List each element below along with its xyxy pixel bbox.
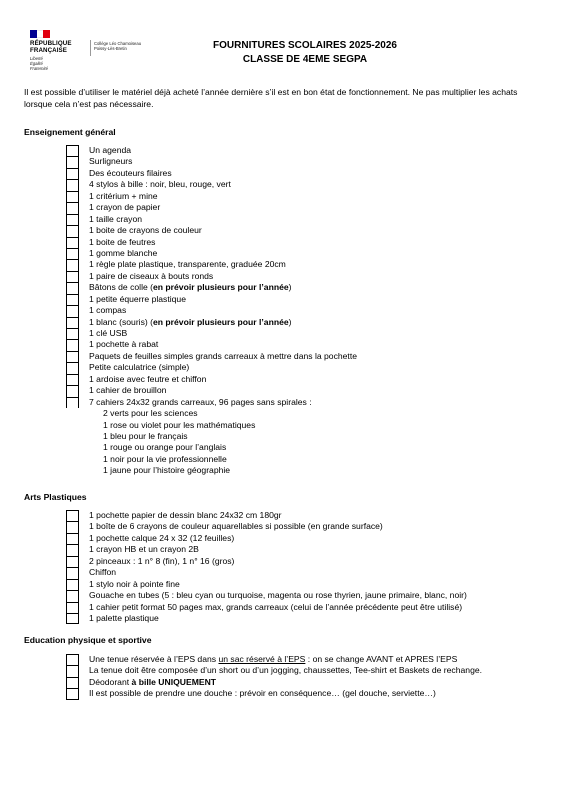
checkbox[interactable] <box>66 317 79 328</box>
checkbox[interactable] <box>66 397 79 408</box>
college-line-1: Collège Léo Chamoiseau <box>94 41 142 46</box>
item-label: 1 boite de crayons de couleur <box>89 225 202 236</box>
checkbox[interactable] <box>66 590 79 601</box>
checkbox[interactable] <box>66 351 79 362</box>
flag-icon <box>30 30 50 38</box>
item-label: La tenue doit être composée d’un short ou d’un jogging, chaussettes, Tee-shirt et Baskets de rechange. <box>89 665 483 676</box>
college-name <box>94 41 141 51</box>
item-text: ) <box>288 282 292 293</box>
item-label: Petite calculatrice (simple) <box>89 362 190 373</box>
checkbox[interactable] <box>66 145 79 156</box>
item-label: 1 stylo noir à pointe fine <box>89 578 180 589</box>
item-label: 1 boite de feutres <box>89 236 156 247</box>
item-text: : on se change AVANT et APRES l’EPS <box>305 654 458 664</box>
item-label: Surligneurs <box>89 156 133 167</box>
checkbox[interactable] <box>66 328 79 339</box>
checkbox[interactable] <box>66 271 79 282</box>
checkbox[interactable] <box>66 168 79 179</box>
logo-text: RÉPUBLIQUE FRANÇAISE <box>30 40 72 54</box>
item-label: 1 cahier petit format 50 pages max, grands carreaux (celui de l’année précédente peut être utilisé) <box>89 601 463 612</box>
checkbox[interactable] <box>66 156 79 167</box>
checkbox[interactable] <box>66 179 79 190</box>
item-text: 1 blanc (souris) ( <box>89 316 153 327</box>
checkbox[interactable] <box>66 677 79 688</box>
subitem-label: 2 verts pour les sciences <box>103 408 198 419</box>
subitem-label: 1 rouge ou orange pour l’anglais <box>103 442 227 453</box>
checkbox[interactable] <box>66 567 79 578</box>
item-label: 1 crayon de papier <box>89 202 161 213</box>
item-label: Paquets de feuilles simples grands carreaux à mettre dans la pochette <box>89 350 357 361</box>
item-label: 1 boîte de 6 crayons de couleur aquarellables si possible (en grande surface) <box>89 521 383 532</box>
item-label: 1 crayon HB et un crayon 2B <box>89 544 199 555</box>
item-underline: un sac réservé à l’EPS <box>218 654 306 664</box>
subitem-label: 1 bleu pour le français <box>103 430 188 441</box>
section-title-eps: Education physique et sportive <box>24 635 152 645</box>
checkbox[interactable] <box>66 613 79 624</box>
item-label: 1 clé USB <box>89 328 128 338</box>
item-label: 1 cahier de brouillon <box>89 385 167 396</box>
item-label: 1 pochette papier de dessin blanc 24x32 cm 180gr <box>89 510 282 520</box>
item-label: 1 ardoise avec feutre et chiffon <box>89 373 207 384</box>
checkbox[interactable] <box>66 385 79 396</box>
item-label: 1 gomme blanche <box>89 247 158 258</box>
item-emphasis: en prévoir plusieurs pour l’année <box>153 316 289 327</box>
item-label <box>89 654 457 665</box>
intro-paragraph: Il est possible d’utiliser le matériel déjà acheté l’année dernière s’il est en bon état de fonctionnement. Ne pas multiplier les achats lorsque cela n’est pas nécessaire. <box>24 87 518 109</box>
item-label: 2 pinceaux : 1 n° 8 (fin), 1 n° 16 (gros) <box>89 555 235 566</box>
document-subtitle: CLASSE DE 4EME SEGPA <box>242 54 368 65</box>
item-label <box>89 317 292 328</box>
logo-motto: Liberté Égalité Fraternité <box>30 56 48 71</box>
checkbox[interactable] <box>66 305 79 316</box>
item-label: 1 paire de ciseaux à bouts ronds <box>89 270 214 281</box>
checkbox[interactable] <box>66 556 79 567</box>
checkbox[interactable] <box>66 259 79 270</box>
checkbox[interactable] <box>66 544 79 555</box>
checkbox[interactable] <box>66 248 79 259</box>
checkbox[interactable] <box>66 665 79 676</box>
checkbox[interactable] <box>66 533 79 544</box>
item-text: Une tenue réservée à l’EPS dans <box>89 654 219 664</box>
document-title: FOURNITURES SCOLAIRES 2025-2026 <box>213 40 397 51</box>
item-label: 1 petite équerre plastique <box>89 293 186 304</box>
logo-divider <box>90 40 91 56</box>
section-title-general: Enseignement général <box>24 127 116 137</box>
item-label: 1 règle plate plastique, transparente, graduée 20cm <box>89 259 286 270</box>
college-line-2: Poissy-Lès-Bretin <box>94 46 127 52</box>
subitem-label: 1 noir pour la vie professionnelle <box>103 453 227 464</box>
item-label: 1 pochette à rabat <box>89 339 159 350</box>
republique-francaise-logo <box>30 30 92 80</box>
item-label: 1 palette plastique <box>89 612 159 623</box>
item-emphasis: en prévoir plusieurs pour l’année <box>153 282 289 293</box>
checkbox[interactable] <box>66 191 79 202</box>
section-title-arts: Arts Plastiques <box>24 492 87 502</box>
checkbox[interactable] <box>66 688 79 699</box>
item-label: 1 taille crayon <box>89 213 143 224</box>
item-label: 7 cahiers 24x32 grands carreaux, 96 pages sans spirales : <box>89 396 312 407</box>
checkbox[interactable] <box>66 225 79 236</box>
item-label: 4 stylos à bille : noir, bleu, rouge, vert <box>89 179 231 190</box>
checkbox[interactable] <box>66 654 79 665</box>
checkbox[interactable] <box>66 202 79 213</box>
checkbox[interactable] <box>66 282 79 293</box>
item-label: Des écouteurs filaires <box>89 167 172 178</box>
item-text: ) <box>288 316 292 327</box>
item-label: Chiffon <box>89 567 117 578</box>
checkbox[interactable] <box>66 214 79 225</box>
checkbox[interactable] <box>66 579 79 590</box>
item-label: 1 pochette calque 24 x 32 (12 feuilles) <box>89 532 235 543</box>
item-text: Bâtons de colle ( <box>89 282 154 293</box>
checkbox[interactable] <box>66 237 79 248</box>
checkbox[interactable] <box>66 510 79 521</box>
subitem-label: 1 rose ou violet pour les mathématiques <box>103 419 256 430</box>
item-text: Déodorant <box>89 676 132 687</box>
item-label <box>89 677 216 688</box>
item-label: Gouache en tubes (5 : bleu cyan ou turquoise, magenta ou rose thyrien, jaune primaire, blanc, noir) <box>89 590 467 601</box>
checkbox[interactable] <box>66 362 79 373</box>
item-label <box>89 282 292 293</box>
item-label: Il est possible de prendre une douche : prévoir en conséquence… (gel douche, serviette…) <box>89 688 436 699</box>
item-emphasis: à bille UNIQUEMENT <box>131 676 217 687</box>
checkbox[interactable] <box>66 521 79 532</box>
checkbox[interactable] <box>66 374 79 385</box>
item-label: 1 compas <box>89 305 127 316</box>
checkbox[interactable] <box>66 294 79 305</box>
subitem-label: 1 jaune pour l’histoire géographie <box>103 465 231 476</box>
item-label: 1 critérium + mine <box>89 190 158 201</box>
checkbox[interactable] <box>66 602 79 613</box>
checkbox[interactable] <box>66 339 79 350</box>
item-label: Un agenda <box>89 145 132 155</box>
